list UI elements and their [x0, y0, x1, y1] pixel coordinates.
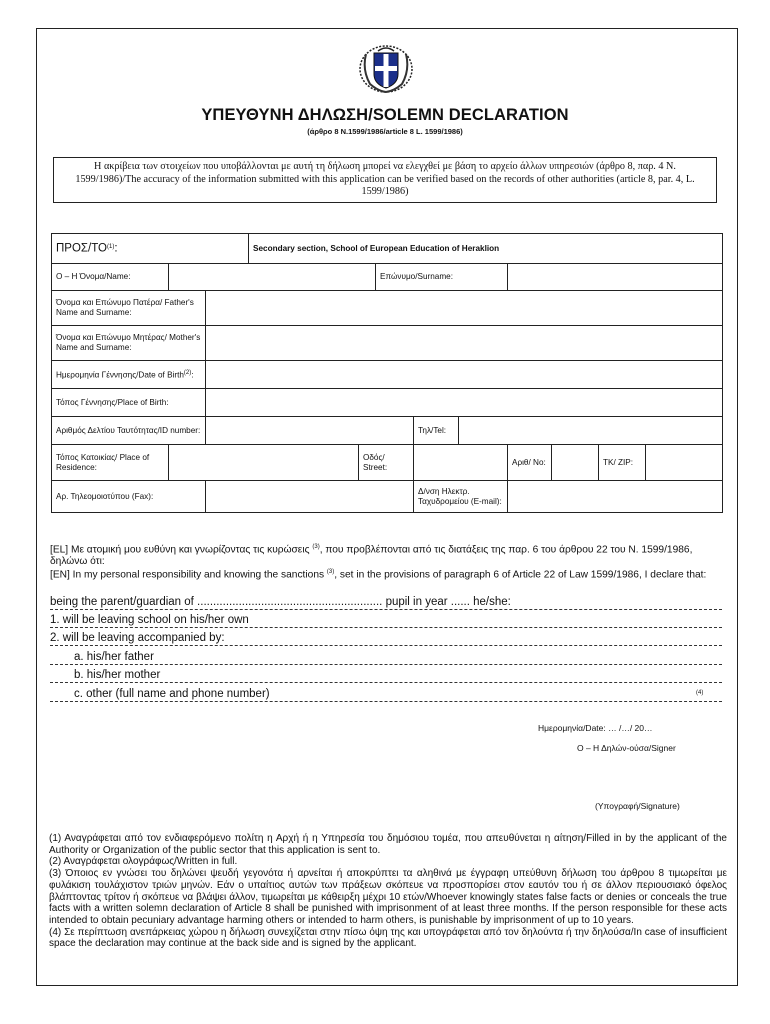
father-name-label: Όνομα και Επώνυμο Πατέρα/ Father's Name and Surname: — [52, 291, 206, 326]
residence-field[interactable] — [169, 445, 359, 481]
line-footnote-ref: (4) — [696, 690, 704, 696]
id-number-field[interactable] — [206, 417, 414, 445]
pob-field[interactable] — [206, 389, 723, 417]
footnote-2: (2) Αναγράφεται ολογράφως/Written in full. — [49, 856, 238, 868]
signature-field[interactable]: (Υπογραφή/Signature) — [595, 801, 680, 811]
accuracy-notice: Η ακρίβεια των στοιχείων που υποβάλλονται με αυτή τη δήλωση μπορεί να ελεγχθεί με βάση το αρχείο άλλων υπηρεσιών (άρθρο 8, παρ. 4 Ν. 1599/1986)/The accuracy of the information submitted with this application can be verified based on the records of other authorities (article 8, par. 4, L. 1599/1986) — [53, 157, 717, 203]
footnote-3: (3) Όποιος εν γνώσει του δηλώνει ψευδή γεγονότα ή αρνείται ή αποκρύπτει τα αληθινά με έγγραφη υπεύθυνη δήλωση του άρθρου 8 τιμωρείται με φυλάκιση τουλάχιστον τριών μηνών. Εάν ο υπαίτιος αυτών των πράξεων σκόπευε να προσπορίσει στον εαυτόν του ή σε άλλον περιουσιακό όφελος βλάπτοντας τρίτον ή σκόπευε να βλάψει άλλον, τιμωρείται με κάθειρξη μέχρι 10 ετών/Whoever knowingly states false facts or denies or conceals the true facts with a written solemn declaration of Article 8 shall be punished with imprisonment of at least three months. If the person responsible for these acts intended to obtain pecuniary advantage harming others or intended to harm others, is punishable by imprisonment of up to 10 years. — [49, 868, 727, 926]
zip-area[interactable] — [599, 445, 723, 481]
mother-name-label: Όνομα και Επώνυμο Μητέρας/ Mother's Name and Surname: — [52, 326, 206, 361]
date-field[interactable]: Ημερομηνία/Date: … /…/ 20… — [538, 723, 653, 733]
tel-field[interactable] — [459, 417, 723, 445]
page-subtitle: (άρθρο 8 Ν.1599/1986/article 8 L. 1599/1986) — [307, 127, 463, 136]
page-title: ΥΠΕΥΘΥΝΗ ΔΗΛΩΣΗ/SOLEMN DECLARATION — [201, 106, 569, 124]
name-label: Ο – Η Όνομα/Name: — [52, 264, 169, 291]
footnote-1: (1) Αναγράφεται από τον ενδιαφερόμενο πολίτη η Αρχή ή η Υπηρεσία του δημόσιου τομέα, που απευθύνεται η αίτηση/Filled in by the applicant of the Authority or Organization of the public sector that this application is sent to. — [49, 833, 727, 856]
footnote-4: (4) Σε περίπτωση ανεπάρκειας χώρου η δήλωση συνεχίζεται στην πίσω όψη της και υπογράφεται από τον δηλούντα ή την δηλούσα/In case of insufficient space the declaration may continue at the back side and is signed by the applicant. — [49, 926, 727, 950]
option-father-line[interactable]: a. his/her father — [50, 651, 722, 665]
email-field[interactable] — [508, 481, 723, 513]
number-field[interactable] — [552, 445, 599, 481]
street-label: Οδός/ Street: — [359, 445, 414, 481]
dob-label: Ημερομηνία Γέννησης/Date of Birth$^{(2)}$: — [52, 361, 206, 389]
zip-label: ΤΚ/ ZIP: — [599, 445, 646, 480]
parent-guardian-line[interactable]: being the parent/guardian of .......................................................... pupil in year ...... he/she: — [50, 596, 722, 610]
zip-field[interactable] — [646, 445, 723, 480]
number-label: Αριθ/ No: — [508, 445, 552, 481]
to-label: ΠΡΟΣ/ΤΟ$^{(1)}$: — [52, 234, 249, 264]
option-other-line[interactable]: c. other (full name and phone number) — [50, 688, 722, 702]
fax-label: Αρ. Τηλεομοιοτύπου (Fax): — [52, 481, 206, 513]
street-field[interactable] — [414, 445, 508, 481]
option-mother-line[interactable]: b. his/her mother — [50, 669, 722, 683]
father-name-field[interactable] — [206, 291, 723, 326]
declaration-form — [51, 233, 723, 513]
footnotes — [49, 833, 727, 950]
pob-label: Τόπος Γέννησης/Place of Birth: — [52, 389, 206, 417]
surname-field[interactable] — [508, 264, 723, 291]
fax-field[interactable] — [206, 481, 414, 513]
declaration-text — [50, 542, 722, 581]
dob-field[interactable] — [206, 361, 723, 389]
id-number-label: Αριθμός Δελτίου Ταυτότητας/ID number: — [52, 417, 206, 445]
declaration-en: [EN] In my personal responsibility and knowing the sanctions $^{(3)}$, set in the provisions of paragraph 6 of Article 22 of Law 1599/1986, I declare that: — [50, 569, 707, 581]
name-field[interactable] — [169, 264, 376, 291]
signer-label: Ο – Η Δηλών-ούσα/Signer — [577, 743, 676, 753]
option-accompanied-line[interactable]: 2. will be leaving accompanied by: — [50, 632, 722, 646]
tel-label: Τηλ/Tel: — [414, 417, 459, 445]
email-label: Δ/νση Ηλεκτρ. Ταχυδρομείου (E-mail): — [414, 481, 508, 513]
surname-label: Επώνυμο/Surname: — [376, 264, 508, 291]
greek-coat-of-arms-icon — [358, 42, 414, 94]
option-leaving-alone-line[interactable]: 1. will be leaving school on his/her own — [50, 614, 722, 628]
residence-label: Τόπος Κατοικίας/ Place of Residence: — [52, 445, 169, 481]
to-value: Secondary section, School of European Education of Heraklion — [249, 234, 723, 264]
mother-name-field[interactable] — [206, 326, 723, 361]
declaration-el: [EL] Με ατομική μου ευθύνη και γνωρίζοντας τις κυρώσεις $^{(3)}$, που προβλέπονται από τις διατάξεις της παρ. 6 του άρθρου 22 του Ν. 1599/1986, δηλώνω ότι: — [50, 544, 693, 567]
